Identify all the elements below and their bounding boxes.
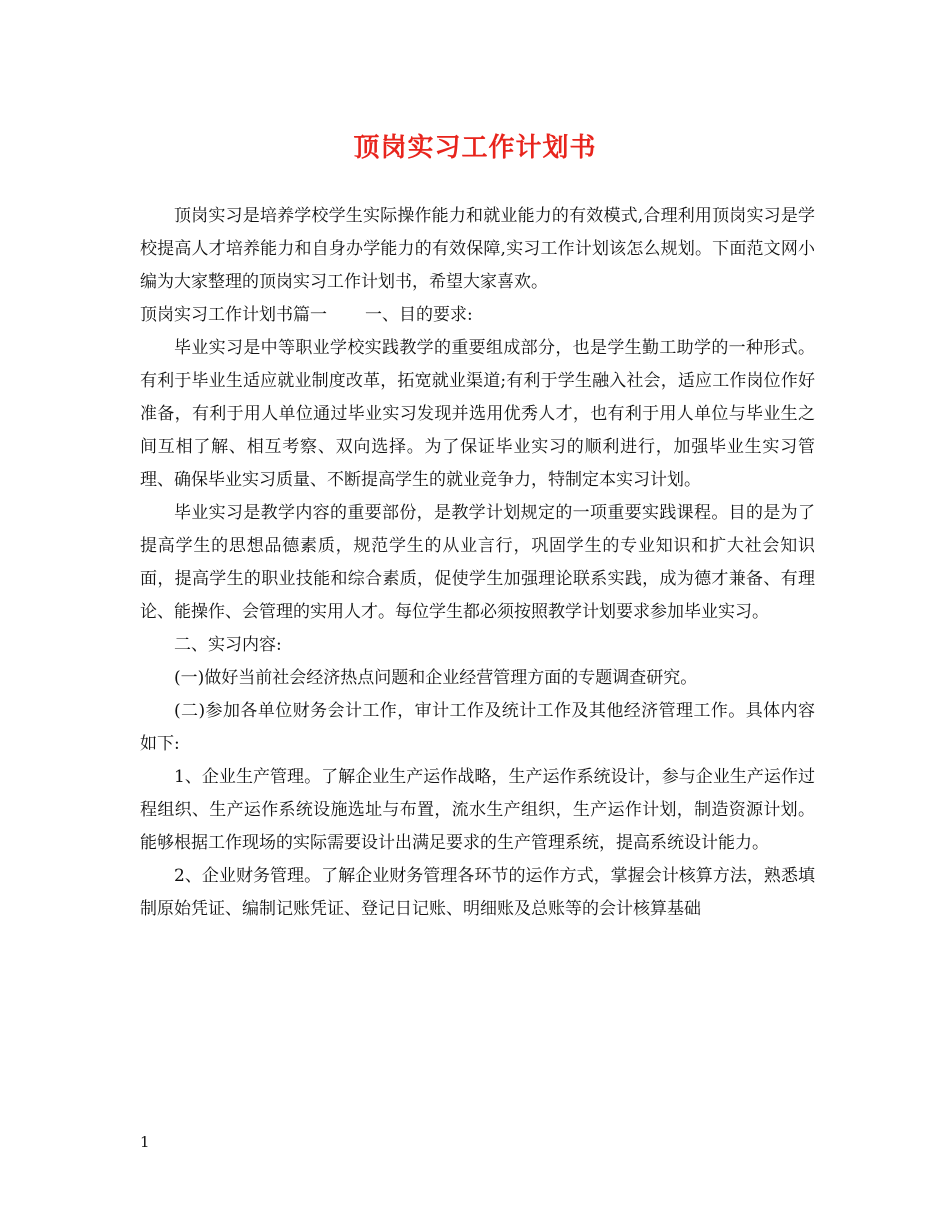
intro-paragraph: 顶岗实习是培养学校学生实际操作能力和就业能力的有效模式,合理利用顶岗实习是学校提高人才培养能力和自身办学能力的有效保障,实习工作计划该怎么规划。下面范文网小编为大家整理的顶岗实习工作计划书，希望大家喜欢。 (140, 206, 815, 292)
page-number: 1 (140, 1133, 150, 1151)
production-management-paragraph: 1、企业生产管理。了解企业生产运作战略，生产运作系统设计，参与企业生产运作过程组织、生产运作系统设施选址与布置，流水生产组织，生产运作计划，制造资源计划。能够根据工作现场的实际需要设计出满足要求的生产管理系统，提高系统设计能力。 (140, 767, 815, 853)
purpose-paragraph-1: 毕业实习是中等职业学校实践教学的重要组成部分，也是学生勤工助学的一种形式。有利于毕业生适应就业制度改革，拓宽就业渠道;有利于学生融入社会，适应工作岗位作好准备，有利于用人单位通过毕业实习发现并选用优秀人才，也有利于用人单位与毕业生之间互相了解、相互考察、双向选择。为了保证毕业实习的顺利进行，加强毕业生实习管理、确保毕业实习质量、不断提高学生的就业竞争力，特制定本实习计划。 (140, 338, 815, 490)
financial-management-paragraph: 2、企业财务管理。了解企业财务管理各环节的运作方式，掌握会计核算方法，熟悉填制原始凭证、编制记账凭证、登记日记账、明细账及总账等的会计核算基础 (140, 866, 815, 919)
document-body (140, 200, 815, 926)
section-heading: 顶岗实习工作计划书篇一 (140, 305, 327, 325)
content-heading: 二、实习内容: (174, 635, 282, 655)
section-heading-line (140, 299, 815, 332)
content-item-1: (一)做好当前社会经济热点问题和企业经营管理方面的专题调查研究。 (174, 668, 698, 688)
document-title: 顶岗实习工作计划书 (353, 133, 597, 163)
section-subheading: 一、目的要求: (365, 305, 473, 325)
purpose-paragraph-2: 毕业实习是教学内容的重要部份，是教学计划规定的一项重要实践课程。目的是为了提高学生的思想品德素质，规范学生的从业言行，巩固学生的专业知识和扩大社会知识面，提高学生的职业技能和综合素质，促使学生加强理论联系实践，成为德才兼备、有理论、能操作、会管理的实用人才。每位学生都必须按照教学计划要求参加毕业实习。 (140, 503, 815, 622)
content-item-2: (二)参加各单位财务会计工作，审计工作及统计工作及其他经济管理工作。具体内容如下: (140, 701, 815, 754)
